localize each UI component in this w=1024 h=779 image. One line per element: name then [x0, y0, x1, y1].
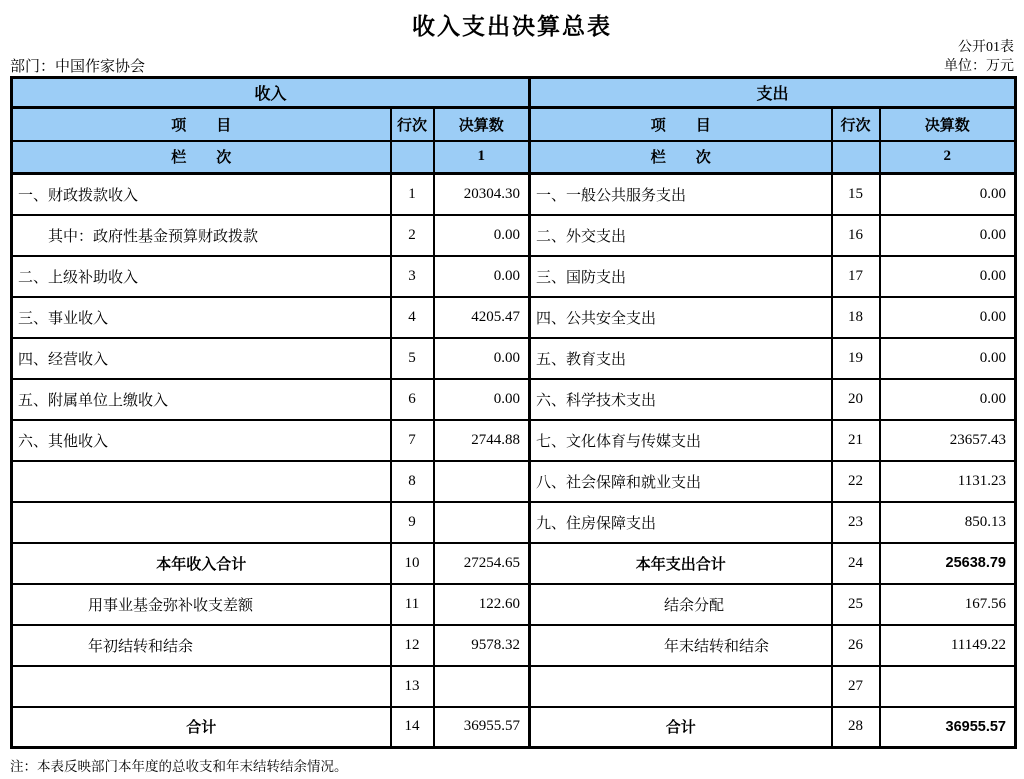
- table-row: [12, 297, 1016, 338]
- income-amount-cell: 122.60: [434, 584, 530, 625]
- section-header-row: [12, 78, 1016, 108]
- income-amount-cell: 0.00: [434, 379, 530, 420]
- expenditure-amount-cell: 0.00: [880, 174, 1016, 215]
- expenditure-section-header: 支出: [530, 78, 1016, 108]
- table-row: [12, 625, 1016, 666]
- expenditure-item-cell: 九、住房保障支出: [530, 502, 832, 543]
- income-amount-cell: 20304.30: [434, 174, 530, 215]
- income-amount-cell: 4205.47: [434, 297, 530, 338]
- expenditure-amount-cell: 167.56: [880, 584, 1016, 625]
- income-bar-blank: [391, 141, 434, 174]
- table-row: [12, 379, 1016, 420]
- income-line-cell: 6: [391, 379, 434, 420]
- income-amount-cell: 9578.32: [434, 625, 530, 666]
- income-amount-header: 决算数: [434, 108, 530, 141]
- income-item-cell: 合计: [12, 707, 391, 748]
- income-section-header: 收入: [12, 78, 530, 108]
- expenditure-bar-label: 栏 次: [530, 141, 832, 174]
- expenditure-amount-cell: 0.00: [880, 379, 1016, 420]
- table-row: [12, 543, 1016, 584]
- income-line-cell: 5: [391, 338, 434, 379]
- income-amount-cell: 27254.65: [434, 543, 530, 584]
- table-number-label: 公开01表: [958, 40, 1014, 55]
- expenditure-item-header: 项 目: [530, 108, 832, 141]
- expenditure-item-cell: 本年支出合计: [530, 543, 832, 584]
- expenditure-line-cell: 28: [832, 707, 880, 748]
- expenditure-line-cell: 15: [832, 174, 880, 215]
- income-line-cell: 3: [391, 256, 434, 297]
- expenditure-line-cell: 18: [832, 297, 880, 338]
- income-amount-cell: 2744.88: [434, 420, 530, 461]
- unit-label: 单位：万元: [944, 59, 1014, 74]
- expenditure-item-cell: 七、文化体育与传媒支出: [530, 420, 832, 461]
- income-item-cell: 六、其他收入: [12, 420, 391, 461]
- expenditure-item-cell: 一、一般公共服务支出: [530, 174, 832, 215]
- expenditure-amount-cell: 23657.43: [880, 420, 1016, 461]
- expenditure-amount-cell: 11149.22: [880, 625, 1016, 666]
- income-item-cell: [12, 666, 391, 707]
- income-line-cell: 7: [391, 420, 434, 461]
- expenditure-line-cell: 16: [832, 215, 880, 256]
- report-header: [0, 0, 1024, 76]
- table-row: [12, 707, 1016, 748]
- income-item-cell: 三、事业收入: [12, 297, 391, 338]
- expenditure-item-cell: 年末结转和结余: [530, 625, 832, 666]
- income-item-cell: 五、附属单位上缴收入: [12, 379, 391, 420]
- column-header-row: [12, 108, 1016, 141]
- income-amount-cell: 0.00: [434, 338, 530, 379]
- expenditure-item-cell: 二、外交支出: [530, 215, 832, 256]
- table-body: [12, 174, 1016, 748]
- income-item-cell: [12, 502, 391, 543]
- income-line-cell: 13: [391, 666, 434, 707]
- income-item-cell: 二、上级补助收入: [12, 256, 391, 297]
- income-line-cell: 4: [391, 297, 434, 338]
- expenditure-amount-cell: 0.00: [880, 256, 1016, 297]
- table-row: [12, 461, 1016, 502]
- expenditure-amount-cell: 0.00: [880, 215, 1016, 256]
- income-amount-cell: 0.00: [434, 215, 530, 256]
- expenditure-line-cell: 22: [832, 461, 880, 502]
- income-line-cell: 12: [391, 625, 434, 666]
- expenditure-line-cell: 17: [832, 256, 880, 297]
- department-label: 部门：中国作家协会: [10, 59, 146, 75]
- footnote: 注：本表反映部门本年度的总收支和年末结转结余情况。: [10, 759, 348, 774]
- table-row: [12, 420, 1016, 461]
- column-number-row: [12, 141, 1016, 174]
- expenditure-item-cell: 四、公共安全支出: [530, 297, 832, 338]
- income-amount-cell: 0.00: [434, 256, 530, 297]
- expenditure-amount-cell: 850.13: [880, 502, 1016, 543]
- expenditure-amount-cell: 0.00: [880, 338, 1016, 379]
- income-amount-cell: [434, 502, 530, 543]
- expenditure-line-cell: 27: [832, 666, 880, 707]
- expenditure-item-cell: 五、教育支出: [530, 338, 832, 379]
- income-line-cell: 2: [391, 215, 434, 256]
- expenditure-amount-cell: 25638.79: [880, 543, 1016, 584]
- table-row: [12, 174, 1016, 215]
- expenditure-line-cell: 26: [832, 625, 880, 666]
- expenditure-item-cell: 三、国防支出: [530, 256, 832, 297]
- income-item-cell: 用事业基金弥补收支差额: [12, 584, 391, 625]
- expenditure-item-cell: 六、科学技术支出: [530, 379, 832, 420]
- income-item-cell: 本年收入合计: [12, 543, 391, 584]
- income-item-cell: 一、财政拨款收入: [12, 174, 391, 215]
- income-item-cell: 四、经营收入: [12, 338, 391, 379]
- budget-table: [10, 76, 1017, 749]
- page-title: 收入支出决算总表: [412, 14, 612, 39]
- income-line-cell: 14: [391, 707, 434, 748]
- table-row: [12, 256, 1016, 297]
- income-line-header: 行次: [391, 108, 434, 141]
- expenditure-line-cell: 21: [832, 420, 880, 461]
- income-item-header: 项 目: [12, 108, 391, 141]
- table-row: [12, 502, 1016, 543]
- expenditure-item-cell: 八、社会保障和就业支出: [530, 461, 832, 502]
- income-line-cell: 9: [391, 502, 434, 543]
- income-item-cell: 年初结转和结余: [12, 625, 391, 666]
- table-row: [12, 584, 1016, 625]
- expenditure-amount-cell: 36955.57: [880, 707, 1016, 748]
- income-amount-cell: [434, 666, 530, 707]
- expenditure-amount-cell: 0.00: [880, 297, 1016, 338]
- expenditure-col-number: 2: [880, 141, 1016, 174]
- expenditure-line-cell: 24: [832, 543, 880, 584]
- income-line-cell: 1: [391, 174, 434, 215]
- income-amount-cell: 36955.57: [434, 707, 530, 748]
- expenditure-amount-header: 决算数: [880, 108, 1016, 141]
- expenditure-line-cell: 23: [832, 502, 880, 543]
- expenditure-amount-cell: [880, 666, 1016, 707]
- income-line-cell: 11: [391, 584, 434, 625]
- table-row: [12, 338, 1016, 379]
- expenditure-line-cell: 19: [832, 338, 880, 379]
- expenditure-line-cell: 25: [832, 584, 880, 625]
- table-row: [12, 215, 1016, 256]
- expenditure-amount-cell: 1131.23: [880, 461, 1016, 502]
- expenditure-item-cell: 合计: [530, 707, 832, 748]
- income-line-cell: 8: [391, 461, 434, 502]
- income-item-cell: 其中：政府性基金预算财政拨款: [12, 215, 391, 256]
- income-item-cell: [12, 461, 391, 502]
- income-line-cell: 10: [391, 543, 434, 584]
- expenditure-line-header: 行次: [832, 108, 880, 141]
- expenditure-item-cell: [530, 666, 832, 707]
- income-amount-cell: [434, 461, 530, 502]
- expenditure-bar-blank: [832, 141, 880, 174]
- table-row: [12, 666, 1016, 707]
- income-col-number: 1: [434, 141, 530, 174]
- expenditure-line-cell: 20: [832, 379, 880, 420]
- income-bar-label: 栏 次: [12, 141, 391, 174]
- expenditure-item-cell: 结余分配: [530, 584, 832, 625]
